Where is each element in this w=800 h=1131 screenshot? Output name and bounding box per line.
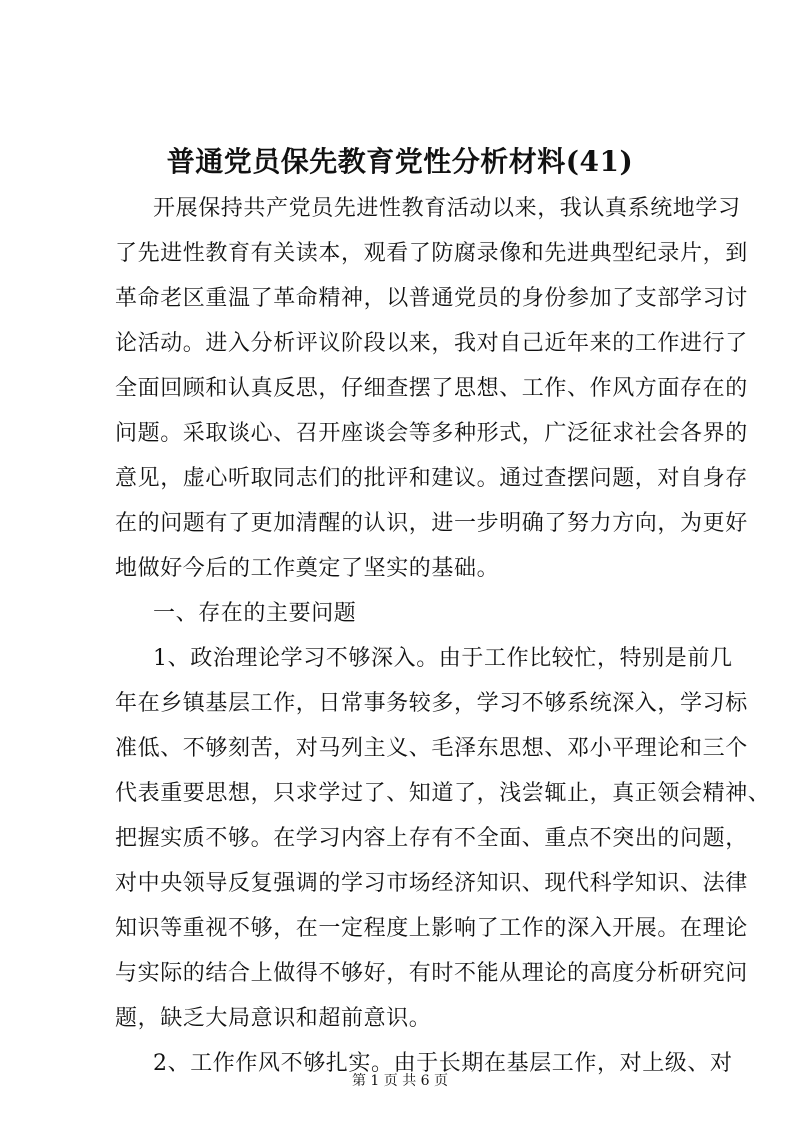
- section-heading: 一、存在的主要问题: [153, 601, 357, 626]
- text-line: 知识等重视不够，在一定程度上影响了工作的深入开展。在理论: [115, 916, 748, 941]
- page-footer: 第 1 页 共 6 页: [351, 1073, 449, 1089]
- page-title: 普通党员保先教育党性分析材料(41): [166, 145, 634, 178]
- text-line: 开展保持共产党员先进性教育活动以来，我认真系统地学习: [153, 196, 741, 221]
- text-line: 准低、不够刻苦，对马列主义、毛泽东思想、邓小平理论和三个: [115, 736, 748, 761]
- text-line: 代表重要思想，只求学过了、知道了，浅尝辄止，真正领会精神、: [115, 781, 771, 806]
- text-line: 1、政治理论学习不够深入。由于工作比较忙，特别是前几: [153, 646, 733, 671]
- text-line: 意见，虚心听取同志们的批评和建议。通过查摆问题，对自身存: [115, 466, 748, 491]
- text-line: 与实际的结合上做得不够好，有时不能从理论的高度分析研究问: [115, 961, 748, 986]
- text-line: 2、工作作风不够扎实。由于长期在基层工作，对上级、对: [153, 1051, 733, 1076]
- text-line: 年在乡镇基层工作，日常事务较多，学习不够系统深入，学习标: [115, 691, 748, 716]
- text-line: 把握实质不够。在学习内容上存有不全面、重点不突出的问题，: [115, 826, 748, 851]
- text-line: 问题。采取谈心、召开座谈会等多种形式，广泛征求社会各界的: [115, 421, 748, 446]
- text-line: 地做好今后的工作奠定了坚实的基础。: [115, 556, 500, 581]
- text-line: 了先进性教育有关读本，观看了防腐录像和先进典型纪录片，到: [115, 241, 748, 266]
- text-line: 在的问题有了更加清醒的认识，进一步明确了努力方向，为更好: [115, 511, 748, 536]
- text-line: 论活动。进入分析评议阶段以来，我对自己近年来的工作进行了: [115, 331, 748, 356]
- text-line: 对中央领导反复强调的学习市场经济知识、现代科学知识、法律: [115, 871, 748, 896]
- text-line: 题，缺乏大局意识和超前意识。: [115, 1006, 432, 1031]
- text-line: 全面回顾和认真反思，仔细查摆了思想、工作、作风方面存在的: [115, 376, 748, 401]
- text-line: 革命老区重温了革命精神，以普通党员的身份参加了支部学习讨: [115, 286, 748, 311]
